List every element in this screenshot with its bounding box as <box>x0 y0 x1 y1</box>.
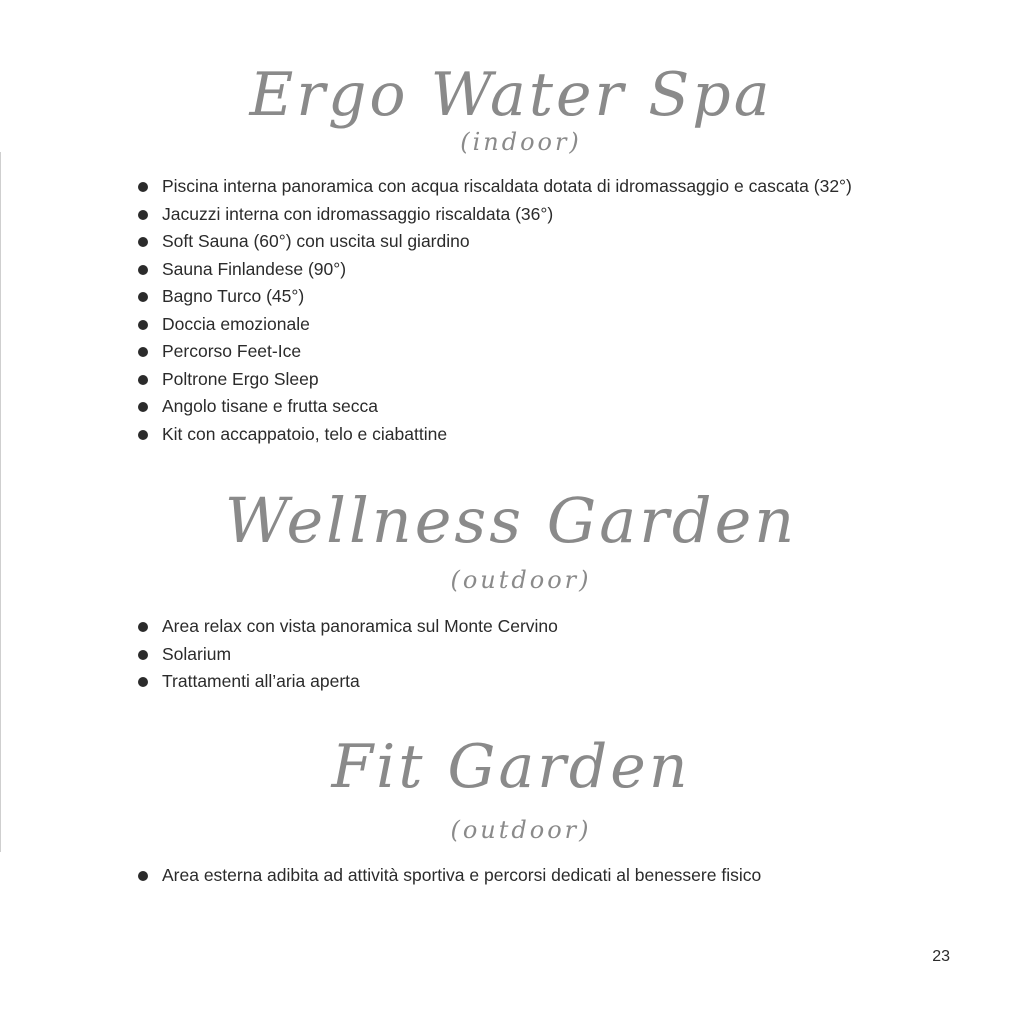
list-item <box>136 668 558 696</box>
list-item-text: Doccia emozionale <box>162 313 310 334</box>
section-title-ergo-water-spa: Ergo Water Spa <box>249 60 773 130</box>
section-subtitle-outdoor: (outdoor) <box>450 816 592 844</box>
bullet-icon <box>138 430 148 440</box>
bullet-icon <box>138 210 148 220</box>
bullet-icon <box>138 182 148 192</box>
bullet-icon <box>138 650 148 660</box>
list-item-text: Trattamenti all’aria aperta <box>162 671 360 691</box>
list-item <box>136 393 852 421</box>
page-number: 23 <box>932 948 950 965</box>
bullet-icon <box>138 237 148 247</box>
list-item-text: Jacuzzi interna con idromassaggio riscaldata (36°) <box>162 203 554 224</box>
list-item <box>136 283 852 311</box>
list-item-text: Sauna Finlandese (90°) <box>162 258 347 279</box>
bullet-icon <box>138 402 148 412</box>
list-item <box>136 613 558 641</box>
list-item <box>136 201 852 229</box>
section-title-fit-garden: Fit Garden <box>331 732 691 802</box>
section-subtitle-indoor: (indoor) <box>460 128 582 156</box>
bullet-icon <box>138 347 148 357</box>
list-item-text: Bagno Turco (45°) <box>162 286 305 306</box>
amenities-list-fit-garden <box>136 862 761 890</box>
list-item-text: Poltrone Ergo Sleep <box>162 368 319 389</box>
list-item <box>136 338 852 366</box>
list-item-text: Solarium <box>162 643 232 664</box>
list-item-text: Area esterna adibita ad attività sportiva e percorsi dedicati al benessere fisico <box>162 865 762 885</box>
bullet-icon <box>138 871 148 881</box>
list-item <box>136 228 852 256</box>
section-subtitle-outdoor: (outdoor) <box>450 566 592 594</box>
list-item <box>136 366 852 394</box>
section-title-wellness-garden: Wellness Garden <box>224 484 798 557</box>
bullet-icon <box>138 677 148 687</box>
bullet-icon <box>138 265 148 275</box>
list-item <box>136 421 852 449</box>
list-item <box>136 641 558 669</box>
list-item-text: Area relax con vista panoramica sul Monte Cervino <box>162 616 558 636</box>
list-item <box>136 173 852 201</box>
list-item-text: Soft Sauna (60°) con uscita sul giardino <box>162 231 470 251</box>
list-item-text: Kit con accappatoio, telo e ciabattine <box>162 423 448 444</box>
list-item-text: Angolo tisane e frutta secca <box>162 396 378 416</box>
bullet-icon <box>138 622 148 632</box>
list-item-text: Piscina interna panoramica con acqua riscaldata dotata di idromassaggio e cascata (32°) <box>162 176 852 196</box>
bullet-icon <box>138 292 148 302</box>
amenities-list-ergo-water-spa <box>136 173 852 448</box>
amenities-list-wellness-garden <box>136 613 558 696</box>
list-item <box>136 311 852 339</box>
list-item <box>136 256 852 284</box>
list-item-text: Percorso Feet-Ice <box>162 341 302 361</box>
list-item <box>136 862 761 890</box>
bullet-icon <box>138 320 148 330</box>
bullet-icon <box>138 375 148 385</box>
